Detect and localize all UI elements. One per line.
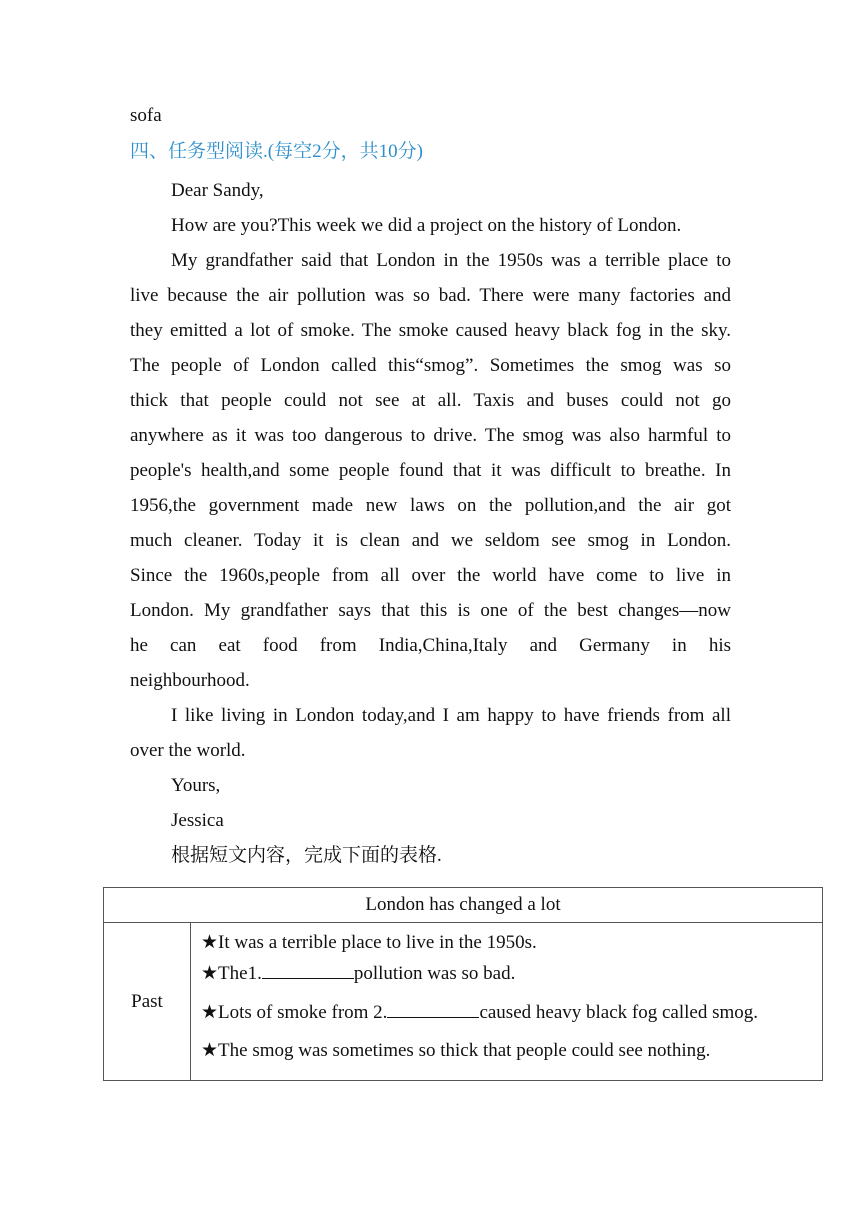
paragraph-line: they emitted a lot of smoke. The smoke caused heavy black fog in the sky. (130, 320, 731, 341)
letter-greeting: Dear Sandy, (171, 180, 264, 201)
task-instruction: 根据短文内容，完成下面的表格. (171, 845, 442, 866)
bullet-text: caused heavy black fog called smog. (479, 1002, 758, 1023)
letter-line-1: How are you?This week we did a project on the history of London. (171, 215, 682, 236)
paragraph-line: I like living in London today,and I am happy to have friends from all (171, 705, 731, 726)
paragraph-line: Since the 1960s,people from all over the world have come to live in (130, 565, 731, 586)
paragraph-line: 1956,the government made new laws on the pollution,and the air got (130, 495, 731, 516)
paragraph-line: live because the air pollution was so bad. There were many factories and (130, 285, 731, 306)
answer-blank-1[interactable] (262, 958, 354, 979)
letter-signature: Jessica (171, 810, 224, 831)
paragraph-line: much cleaner. Today it is clean and we seldom see smog in London. (130, 530, 731, 551)
answer-blank-2[interactable] (387, 997, 479, 1018)
paragraph-line: The people of London called this“smog”. Sometimes the smog was so (130, 355, 731, 376)
bullet-text: pollution was so bad. (353, 963, 516, 984)
paragraph-line: thick that people could not see at all. Taxis and buses could not go (130, 390, 731, 411)
past-cell (191, 923, 823, 1081)
paragraph-line: neighbourhood. (130, 670, 250, 691)
paragraph-line: he can eat food from India,China,Italy and Germany in his (130, 635, 731, 656)
paragraph-line: people's health,and some people found that it was difficult to breathe. In (130, 460, 731, 481)
paragraph-line: over the world. (130, 740, 246, 761)
row-label-past: Past (104, 923, 191, 1081)
paragraph-line: My grandfather said that London in the 1950s was a terrible place to (171, 250, 731, 271)
bullet-item: ★The smog was sometimes so thick that people could see nothing. (201, 1040, 711, 1061)
paragraph-line: London. My grandfather says that this is one of the best changes—now (130, 600, 731, 621)
bullet-item (201, 997, 822, 1036)
bullet-item (201, 958, 822, 997)
bullet-text: ★The1. (201, 963, 262, 984)
bullet-item: ★It was a terrible place to live in the 1950s. (201, 932, 537, 953)
table-title: London has changed a lot (104, 888, 823, 923)
paragraph-line: anywhere as it was too dangerous to drive. The smog was also harmful to (130, 425, 731, 446)
top-word: sofa (130, 105, 162, 126)
task-table (103, 887, 823, 1081)
letter-closing: Yours, (171, 775, 221, 796)
bullet-text: ★Lots of smoke from 2. (201, 1002, 388, 1023)
section-heading: 四、任务型阅读.(每空2分，共10分) (130, 141, 423, 162)
